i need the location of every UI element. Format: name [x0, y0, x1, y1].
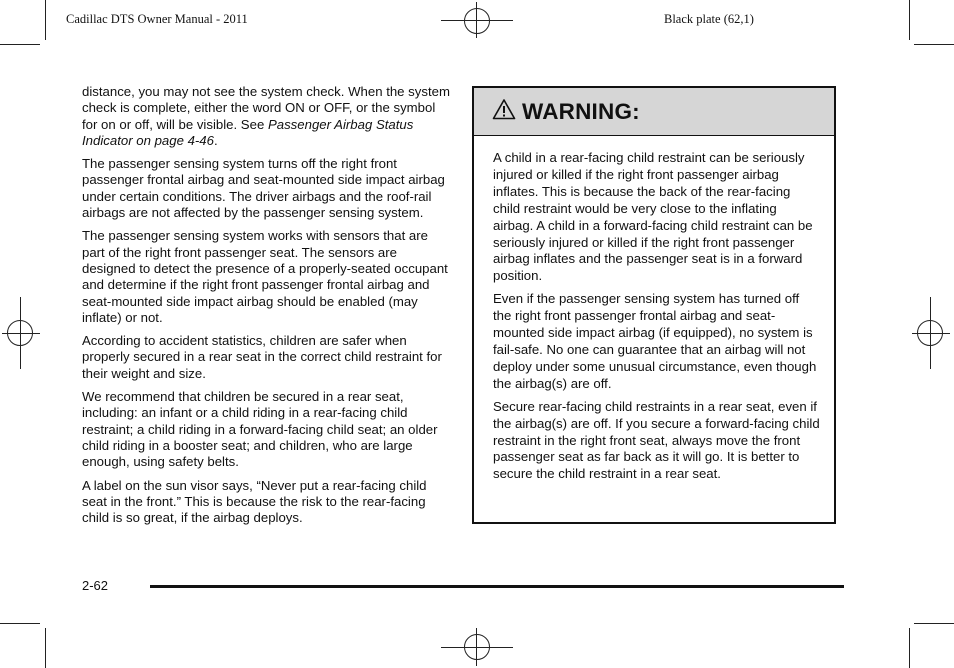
warning-paragraph-rear-facing: A child in a rear-facing child restraint can be seriously injured or killed if the right front passenger airbag inflates. This is because the back of the rear-facing child restraint would be very close to the inflating airbag. A child in a forward-facing child restraint can be seriously injured or killed if the right front passenger airbag inflates and the passenger seat is in a forward position.	[493, 150, 813, 284]
paragraph-sun-visor-label: A label on the sun visor says, “Never put a rear-facing child seat in the front.” This is because the risk to the rear-facing child is so great, if the airbag deploys.	[82, 477, 427, 526]
warning-triangle-icon	[492, 98, 516, 125]
paragraph-system-check	[82, 84, 454, 149]
paragraph-sensors: The passenger sensing system works with sensors that are part of the right front passenger seat. The sensors are designed to detect the presence of a properly-seated occupant and determine if the right front passenger frontal airbag and seat-mounted side impact airbag should be enabled (may inflate) or not.	[82, 228, 448, 325]
page-number: 2-62	[82, 578, 109, 593]
warning-paragraph-secure-rear: Secure rear-facing child restraints in a rear seat, even if the airbag(s) are off. If you secure a forward-facing child restraint in the right front seat, always move the front passenger seat as far back as it will go. It is better to secure the child restraint in a rear seat.	[493, 398, 820, 482]
warning-box	[472, 86, 836, 524]
paragraph-sensing-system-off: The passenger sensing system turns off the right front passenger frontal airbag and seat-mounted side impact airbag under certain conditions. The driver airbags and the roof-rail airbags are not affected by the passenger sensing system.	[82, 156, 445, 221]
body-text-column	[82, 84, 454, 533]
paragraph-text: distance, you may not see the system check. When the system check is complete, either the word ON or OFF, or the symbol for on or off, will be visible. See	[82, 84, 450, 132]
paragraph-accident-statistics: According to accident statistics, children are safer when properly secured in a rear seat in the correct child restraint for their weight and size.	[82, 333, 442, 381]
plate-label: Black plate (62,1)	[664, 12, 754, 26]
cross-reference-link[interactable]: Passenger Airbag Status Indicator on page 4‑46	[82, 116, 414, 148]
running-header-title: Cadillac DTS Owner Manual - 2011	[66, 12, 248, 26]
paragraph-end: .	[213, 132, 218, 148]
warning-title: WARNING:	[522, 98, 640, 124]
warning-body	[474, 136, 834, 483]
footer-rule	[150, 585, 844, 588]
paragraph-recommendation: We recommend that children be secured in a rear seat, including: an infant or a child riding in a rear-facing child restraint; a child riding in a forward-facing child seat; an older child riding in a booster seat; and children, who are large enough, using safety belts.	[82, 389, 438, 470]
warning-header	[474, 88, 834, 136]
warning-paragraph-fail-safe: Even if the passenger sensing system has turned off the right front passenger frontal airbag and seat-mounted side impact airbag (if equipped), no system is fail-safe. No one can guarantee that an airbag will not deploy under some unusual circumstance, even though the airbag(s) are off.	[493, 291, 817, 391]
